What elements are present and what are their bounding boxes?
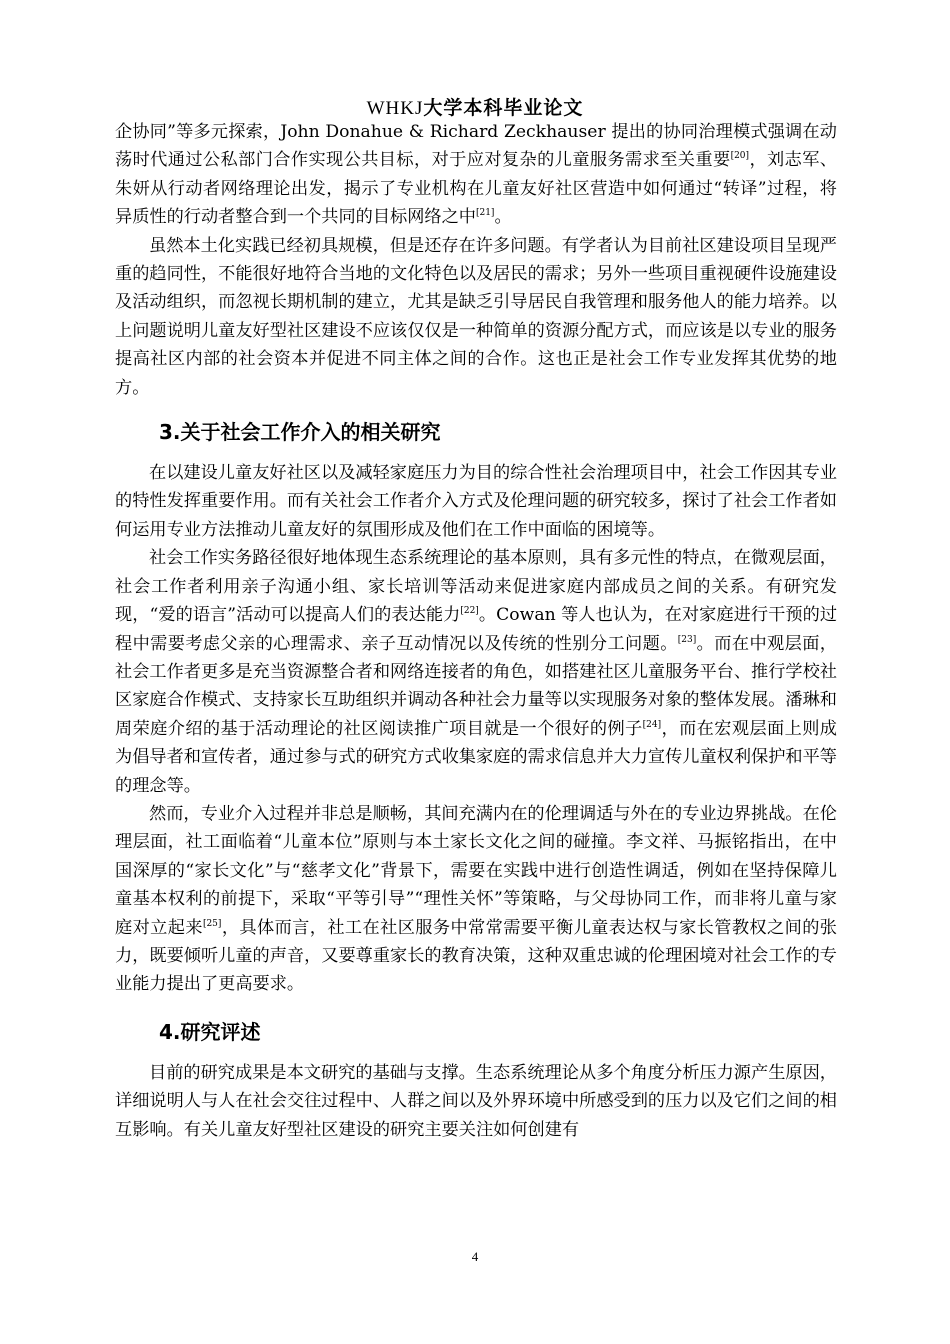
paragraph-2: 虽然本土化实践已经初具规模，但是还存在许多问题。有学者认为目前社区建设项目呈现严重的趋同性，不能很好地符合当地的文化特色以及居民的需求；另外一些项目重视硬件设施建设及活动组织，而忽视长期机制的建立，尤其是缺乏引导居民自我管理和服务他人的能力培养。以上问题说明儿童友好型社区建设不应该仅仅是一种简单的资源分配方式，而应该是以专业的服务提高社区内部的社会资本并促进不同主体之间的合作。这也正是社会工作专业发挥其优势的地方。 bbox=[115, 235, 837, 398]
citation-23: [23] bbox=[677, 634, 697, 645]
text-run: 。而在中观层面，社会工作者更多是充当资源整合者和网络连接者的角色，如搭建社区儿童服务平台、推行学校社区家庭合作模式、支持家长互助组织并调动各种社会力量等以实现服务对象的整体发展。潘琳和周荣庭介绍的基于活动理论的社区阅读推广项目就是一个很好的例子 bbox=[115, 633, 837, 739]
paragraph-6: 目前的研究成果是本文研究的基础与支撑。生态系统理论从多个角度分析压力源产生原因，详细说明人与人在社会交往过程中、人群之间以及外界环境中所感受到的压力以及它们之间的相互影响。有关儿童友好型社区建设的研究主要关注如何创建有 bbox=[115, 1062, 837, 1140]
text-run: 。Cowan 等人也认为，在对家庭进行干预的过程中需要考虑父亲的心理需求、亲子互动情况以及传统的性别分工问题。 bbox=[115, 605, 838, 654]
section-heading-4: 4.研究评述 bbox=[159, 1019, 261, 1044]
text-run: ，刘志军、朱妍从行动者网络理论出发，揭示了专业机构在儿童友好社区营造中如何通过“转译”过程，将异质性的行动者整合到一个共同的目标网络之中 bbox=[115, 150, 837, 228]
page-number: 4 bbox=[471, 1249, 479, 1264]
paragraph-5 bbox=[115, 800, 837, 999]
citation-25: [25] bbox=[202, 918, 222, 929]
text-run: ，具体而言，社工在社区服务中常常需要平衡儿童表达权与家长管教权之间的张力，既要倾听儿童的声音，又要尊重家长的教育决策，这种双重忠诚的伦理困境对社会工作的专业能力提出了更高要求。 bbox=[115, 917, 837, 995]
text-run: ，而在宏观层面上则成为倡导者和宣传者，通过参与式的研究方式收集家庭的需求信息并大力宣传儿童权利保护和平等的理念等。 bbox=[115, 718, 837, 796]
paragraph-3: 在以建设儿童友好社区以及减轻家庭压力为目的综合性社会治理项目中，社会工作因其专业的特性发挥重要作用。而有关社会工作者介入方式及伦理问题的研究较多，探讨了社会工作者如何运用专业方法推动儿童友好的氛围形成及他们在工作中面临的困境等。 bbox=[115, 463, 837, 540]
text-run: 。 bbox=[494, 207, 512, 228]
paragraph-1 bbox=[115, 118, 837, 232]
section-heading-3: 3.关于社会工作介入的相关研究 bbox=[159, 420, 441, 445]
page-header bbox=[0, 93, 950, 120]
header-title: 大学本科毕业论文 bbox=[423, 97, 584, 119]
header-school-code: WHKJ bbox=[366, 98, 424, 119]
text-run: 企协同”等多元探索，John Donahue & Richard Zeckhauser 提出的协同治理模式强调在动荡时代通过公私部门合作实现公共目标，对于应对复杂的儿童服务需求至关重要 bbox=[115, 122, 837, 171]
citation-20: [20] bbox=[730, 151, 750, 162]
citation-24: [24] bbox=[642, 719, 662, 730]
paragraph-4 bbox=[115, 544, 837, 800]
citation-22: [22] bbox=[460, 606, 479, 617]
text-run: 然而，专业介入过程并非总是顺畅，其间充满内在的伦理调适与外在的专业边界挑战。在伦理层面，社工面临着“儿童本位”原则与本土家长文化之间的碰撞。李文祥、马振铭指出，在中国深厚的“家长文化”与“慈孝文化”背景下，需要在实践中进行创造性调适，例如在坚持保障儿童基本权利的前提下，采取“平等引导”“理性关怀”等策略，与父母协同工作，而非将儿童与家庭对立起来 bbox=[115, 803, 837, 938]
citation-21: [21] bbox=[475, 208, 495, 219]
text-run: 社会工作实务路径很好地体现生态系统理论的基本原则，具有多元性的特点，在微观层面，社会工作者利用亲子沟通小组、家长培训等活动来促进家庭内部成员之间的关系。有研究发现，“爱的语言”活动可以提高人们的表达能力 bbox=[115, 548, 837, 626]
body-text bbox=[115, 118, 837, 1144]
